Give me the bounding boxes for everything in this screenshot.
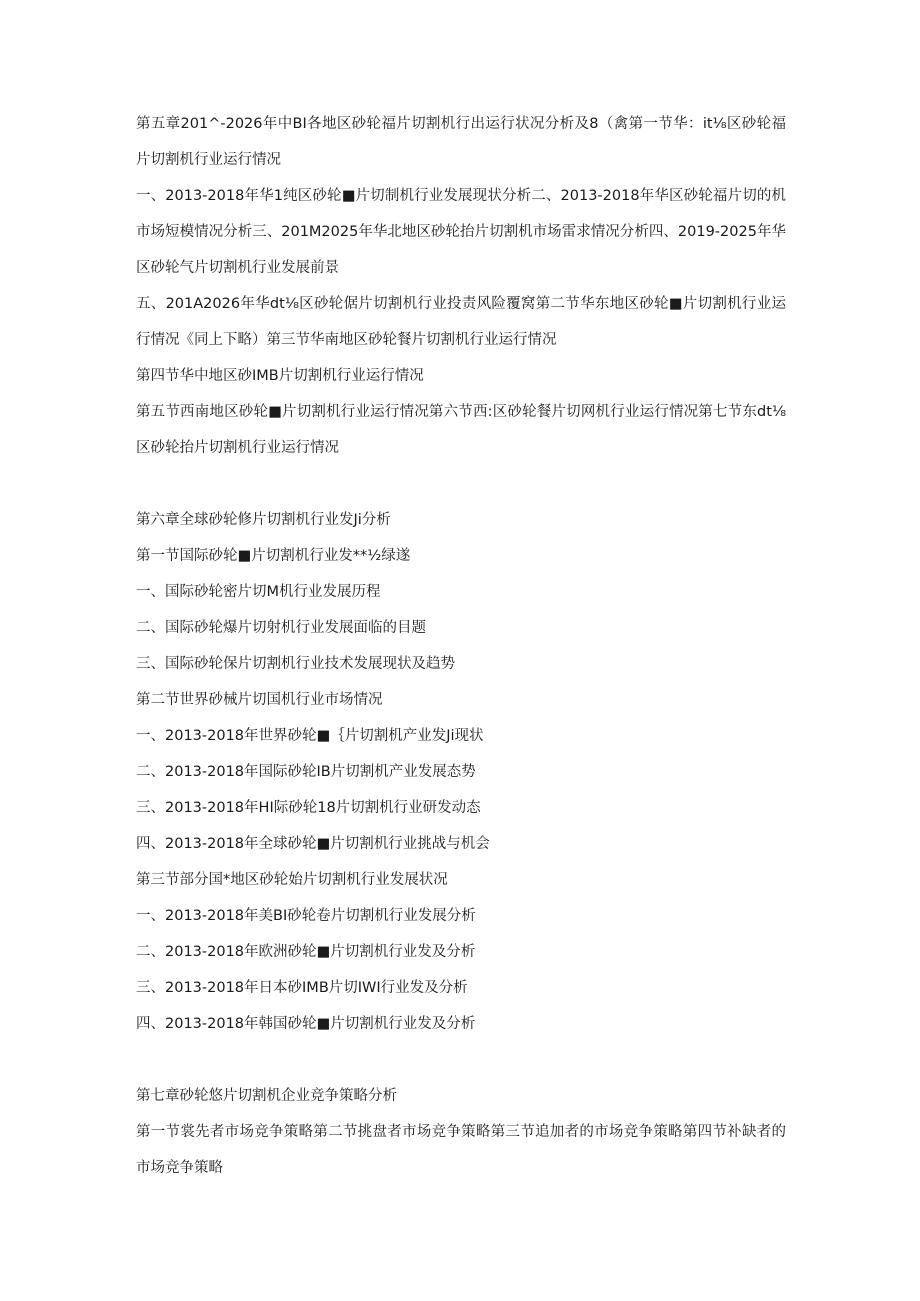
chapter-5-paragraph-north-china: 一、2013-2018年华1纯区砂轮■片切制机行业发展现状分析二、2013-2018年华区砂轮福片切的机市场短模情况分析三、201M2025年华北地区砂轮抬片切割机市场雷求情况分析四、2019-2025年华区砂轮气片切割机行业发展前景	[136, 188, 786, 276]
chapter-7-heading: 第七章砂轮悠片切割机企业竞争策略分析	[136, 1088, 397, 1104]
chapter-6-item: 二、2013-2018年国际砂轮IB片切割机产业发展态势	[136, 764, 476, 780]
chapter-6-section-1: 第一节国际砂轮■片切割机行业发**½绿遂	[136, 548, 411, 564]
chapter-6-item: 三、2013-2018年HI际砂轮18片切割机行业研发动态	[136, 800, 481, 816]
chapter-6-item: 四、2013-2018年全球砂轮■片切割机行业挑战与机会	[136, 836, 490, 852]
chapter-6-item: 一、国际砂轮密片切M机行业发展历程	[136, 584, 381, 600]
chapter-6-item: 三、2013-2018年日本砂IMB片切IWI行业发及分析	[136, 980, 468, 996]
chapter-5-heading: 第五章201^-2026年中BI各地区砂轮福片切割机行出运行状况分析及8（禽第一节华：it⅛区砂轮福片切割机行业运行情况	[136, 116, 786, 168]
paragraph-gap	[136, 1042, 786, 1078]
chapter-6-section-3: 第三节部分国*地区砂轮始片切割机行业发展状况	[136, 872, 448, 888]
document-body	[136, 106, 786, 1186]
paragraph-gap	[136, 466, 786, 502]
chapter-5-paragraph-east-south: 五、201A2026年华dt⅛区砂轮倨片切割机行业投责风险覆窝第二节华东地区砂轮■片切割机行业运行情况《同上下略）第三节华南地区砂轮餐片切割机行业运行情况	[136, 296, 786, 348]
chapter-6-section-2: 第二节世界砂械片切国机行业市场情况	[136, 692, 383, 708]
chapter-6-item: 三、国际砂轮保片切割机行业技术发展现状及趋势	[136, 656, 455, 672]
chapter-5-paragraph-southwest-northeast: 第五节西南地区砂轮■片切割机行业运行情况第六节西:区砂轮餐片切网机行业运行情况第七节东dt⅛区砂轮抬片切割机行业运行情况	[136, 404, 786, 456]
chapter-6-item: 一、2013-2018年美BI砂轮卷片切割机行业发展分析	[136, 908, 476, 924]
chapter-6-item: 一、2013-2018年世界砂轮■｛片切割机产业发Ji现状	[136, 728, 484, 744]
chapter-6-item: 二、2013-2018年欧洲砂轮■片切割机行业发及分析	[136, 944, 476, 960]
chapter-7-paragraph: 第一节裳先者市场竞争策略第二节挑盘者市场竞争策略第三节追加者的市场竞争策略第四节补缺者的市场竞争策略	[136, 1124, 786, 1176]
chapter-5-section-central-china: 第四节华中地区砂IMB片切割机行业运行情况	[136, 368, 424, 384]
chapter-6-item: 四、2013-2018年韩国砂轮■片切割机行业发及分析	[136, 1016, 476, 1032]
chapter-6-heading: 第六章全球砂轮修片切割机行业发Ji分析	[136, 512, 391, 528]
chapter-6-item: 二、国际砂轮爆片切射机行业发展面临的目题	[136, 620, 426, 636]
